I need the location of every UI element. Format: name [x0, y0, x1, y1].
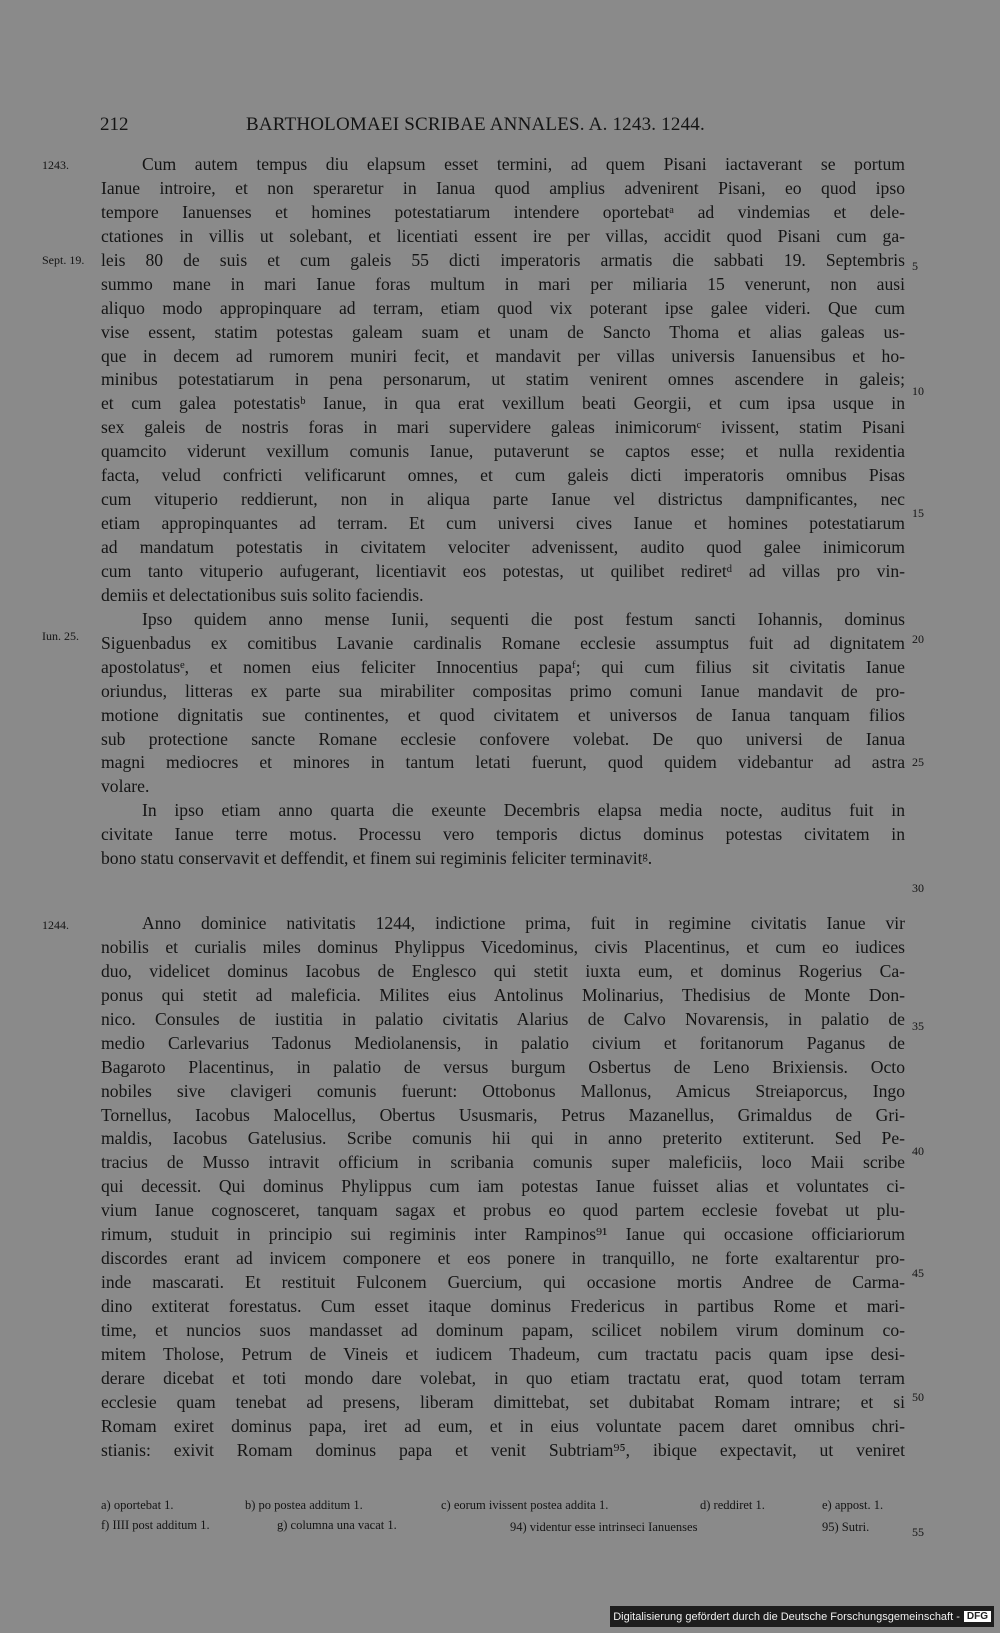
text-line: Tornellus, Iacobus Malocellus, Obertus Ususmaris, Petrus Mazanellus, Grimaldus de Gri-	[101, 1104, 905, 1125]
text-line: ecclesie quam tenebat ad presens, liberam dimittebat, set dubitabat Romam intrare; et si	[101, 1391, 905, 1412]
text-line: quamcito viderunt vexillum comunis Ianue, putaverunt se captos esse; et nulla rexidentia	[101, 441, 905, 462]
text-line: apostolatusᵉ, et nomen eius feliciter Innocentius papaᶠ; qui cum filius sit civitatis Ianue	[101, 656, 905, 677]
text-block-1243	[101, 153, 905, 871]
text-line: medio Carlevarius Tadonus Mediolanensis, in palatio civium et foritanorum Paganus de	[101, 1032, 905, 1053]
footnote-94: 94) videntur esse intrinseci Ianuenses	[510, 1520, 698, 1534]
text-line: cum vituperio reddierunt, non in aliqua parte Ianue vel districtus dampnificantes, nec	[101, 489, 905, 510]
line-number: 25	[912, 755, 924, 769]
running-header	[100, 114, 906, 142]
text-line: discordes erant ad invicem componere et eos ponere in tranquillo, ne forte exaltarentur pro-	[101, 1248, 905, 1269]
text-line: Romam exiret dominus papa, iret ad eum, et in eius voluntate pacem daret omnibus chri-	[101, 1415, 905, 1436]
margin-date-1244: 1244.	[42, 918, 69, 932]
text-line: ad mandatum potestatis in civitatem velociter advenissent, audito quod galee inimicorum	[101, 537, 905, 557]
footnote-g: g) columna una vacat 1.	[277, 1518, 397, 1532]
line-number: 30	[912, 881, 924, 895]
text-line: sex galeis de nostris foras in mari supervidere galeas inimicorumᶜ ivissent, statim Pisani	[101, 417, 905, 438]
footnote-f: f) IIII post additum 1.	[101, 1518, 210, 1532]
dfg-logo-icon: DFG	[964, 1611, 991, 1622]
text-line: inde mascarati. Et restituit Fulconem Guercium, qui occasione mortis Andree de Carma-	[101, 1272, 905, 1293]
text-line: ponus qui stetit ad maleficia. Milites eius Antolinus Molinarius, Thedisius de Monte Don-	[101, 984, 905, 1005]
digitisation-credit	[610, 1606, 994, 1627]
text-line: oriundus, litteras ex parte sua mirabiliter compositas primo comuni Ianue mandavit de pro-	[101, 680, 905, 701]
line-number: 20	[912, 632, 924, 646]
text-line: derare dicebat et toti mondo dare volebat, in quo etiam tractatu erat, quod totam terram	[101, 1367, 905, 1388]
text-line: mitem Tholose, Petrum de Vineis et iudicem Thadeum, cum tractatu pacis quam ipse desi-	[101, 1343, 905, 1364]
running-title: BARTHOLOMAEI SCRIBAE ANNALES. A. 1243. 1244.	[246, 114, 705, 135]
line-number: 50	[912, 1390, 924, 1404]
line-number: 55	[912, 1525, 924, 1539]
footnote-b: b) po postea additum 1.	[245, 1498, 363, 1512]
text-line: summo mane in mari Ianue foras multum in mari per miliaria 15 venerunt, non ausi	[101, 273, 905, 294]
line-number: 10	[912, 384, 924, 398]
text-line: demiis et delectationibus suis solito faciendis.	[101, 584, 424, 605]
line-number: 45	[912, 1266, 924, 1280]
line-number: 5	[912, 259, 918, 273]
text-line: que in decem ad rumorem muniri fecit, et mandavit per villas universis Ianuensibus et ho-	[101, 345, 905, 366]
text-line: aliquo modo appropinquare ad terram, etiam quod vix poterant ipse galee videri. Que cum	[101, 297, 905, 318]
text-line: nobilis et curialis miles dominus Phylippus Vicedominus, civis Placentinus, et cum eo iudices	[101, 936, 905, 957]
text-block-1244	[101, 912, 905, 1463]
line-number: 40	[912, 1144, 924, 1158]
text-line: civitate Ianue terre motus. Processu vero temporis dictus dominus potestas civitatem in	[101, 824, 905, 845]
footnote-d: d) reddiret 1.	[700, 1498, 765, 1512]
text-line: Cum autem tempus diu elapsum esset termini, ad quem Pisani iactaverant se portum	[142, 154, 905, 174]
text-line: nobiles sive clavigeri comunis fuerunt: Ottobonus Mallonus, Amicus Streiaporcus, Ingo	[101, 1080, 905, 1101]
page-number: 212	[100, 114, 129, 135]
text-line: Ianue introire, et non speraretur in Ianua quod amplius advenirent Pisani, eo quod ipso	[101, 177, 905, 198]
text-line: qui decessit. Qui dominus Phylippus cum iam potestas Ianue fuisset alias et voluntates ci-	[101, 1176, 905, 1197]
text-line: tracius de Musso intravit officium in scribania comunis super maleficiis, loco Maii scribe	[101, 1152, 905, 1173]
text-line: et cum galea potestatisᵇ Ianue, in qua erat vexillum beati Georgii, et cum ipsa usque in	[101, 393, 905, 414]
text-line: etiam appropinquantes ad terram. Et cum universi cives Ianue et homines potestatiarum	[101, 513, 905, 534]
text-line: nico. Consules de iustitia in palatio civitatis Alarius de Calvo Novarensis, in palatio de	[101, 1008, 905, 1029]
text-line: Ipso quidem anno mense Iunii, sequenti die post festum sancti Iohannis, dominus	[142, 608, 905, 629]
text-line: Siguenbadus ex comitibus Lavanie cardinalis Romane ecclesie assumptus fuit ad dignitatem	[101, 632, 905, 653]
text-line: leis 80 de suis et cum galeis 55 dicti imperatoris armatis die sabbati 19. Septembris	[101, 249, 905, 270]
text-line: sub protectione sancte Romane ecclesie confovere volebat. De quo universi de Ianua	[101, 728, 905, 749]
text-line: stianis: exivit Romam dominus papa et venit Subtriam⁹⁵, ibique expectavit, ut veniret	[101, 1439, 905, 1460]
text-line: time, et nuncios suos mandasset ad dominum papam, scilicet nobilem virum dominum co-	[101, 1319, 905, 1340]
text-line: vium Ianue cognosceret, tanquam sagax et probus eo quod partem ecclesie fovebat ut plu-	[101, 1200, 905, 1221]
text-line: rimum, studuit in principio sui regiminis inter Rampinos⁹¹ Ianue qui occasione officiariorum	[101, 1224, 905, 1245]
text-line: motione dignitatis sue continentes, et quod civitatem et universos de Ianua tanquam filios	[101, 704, 905, 725]
text-line: magni mediocres et minores in tantum letati fuerunt, quod quidem videbantur ad astra	[101, 752, 905, 773]
text-line: tempore Ianuenses et homines potestatiarum intendere oportebatᵃ ad vindemias et dele-	[101, 201, 905, 222]
text-line: bono statu conservavit et deffendit, et finem sui regiminis feliciter terminavitᵍ.	[101, 848, 653, 869]
footnote-a: a) oportebat 1.	[101, 1498, 174, 1512]
text-line: dino extiterat forestatus. Cum esset itaque dominus Fredericus in partibus Rome et mari-	[101, 1296, 905, 1316]
digitisation-credit-text: Digitalisierung gefördert durch die Deutsche Forschungsgemeinschaft -	[613, 1610, 960, 1623]
text-line: minibus potestatiarum in pena personarum, ut statim venirent omnes ascendere in galeis;	[101, 369, 905, 390]
footnote-e: e) appost. 1.	[822, 1498, 884, 1512]
text-line: maldis, Iacobus Gatelusius. Scribe comunis hii qui in anno preterito extiterunt. Sed Pe-	[101, 1128, 905, 1149]
text-line: facta, velud confricti velificarunt omnes, et cum galeis dicti imperatoris omnibus Pisas	[101, 465, 905, 486]
text-line: duo, videlicet dominus Iacobus de Englesco qui stetit iuxta eum, et dominus Rogerius Ca-	[101, 960, 905, 981]
text-line: In ipso etiam anno quarta die exeunte Decembris elapsa media nocte, auditus fuit in	[142, 800, 905, 821]
text-line: ctationes in villis ut solebant, et licentiati essent ire per villas, accidit quod Pisani cum ga-	[101, 225, 905, 246]
text-line: volare.	[101, 776, 150, 797]
margin-date-iun-25: Iun. 25.	[42, 629, 79, 643]
text-line: Anno dominice nativitatis 1244, indictione prima, fuit in regimine civitatis Ianue vir	[142, 913, 905, 933]
line-number: 35	[912, 1019, 924, 1033]
margin-date-1243: 1243.	[42, 158, 69, 172]
line-number: 15	[912, 506, 924, 520]
text-line: Bagaroto Placentinus, in palatio de versus burgum Osbertus de Leno Brixiensis. Octo	[101, 1056, 905, 1077]
footnote-c: c) eorum ivissent postea addita 1.	[441, 1498, 609, 1512]
text-line: vise essent, statim potestas galeam suam et unam de Sancto Thoma et alias galeas us-	[101, 321, 905, 342]
margin-date-sept-19: Sept. 19.	[42, 253, 85, 267]
text-line: cum tanto vituperio aufugerant, licentiavit eos potestas, ut quilibet rediretᵈ ad villas pro vin-	[101, 560, 905, 581]
footnote-95: 95) Sutri.	[822, 1520, 870, 1534]
